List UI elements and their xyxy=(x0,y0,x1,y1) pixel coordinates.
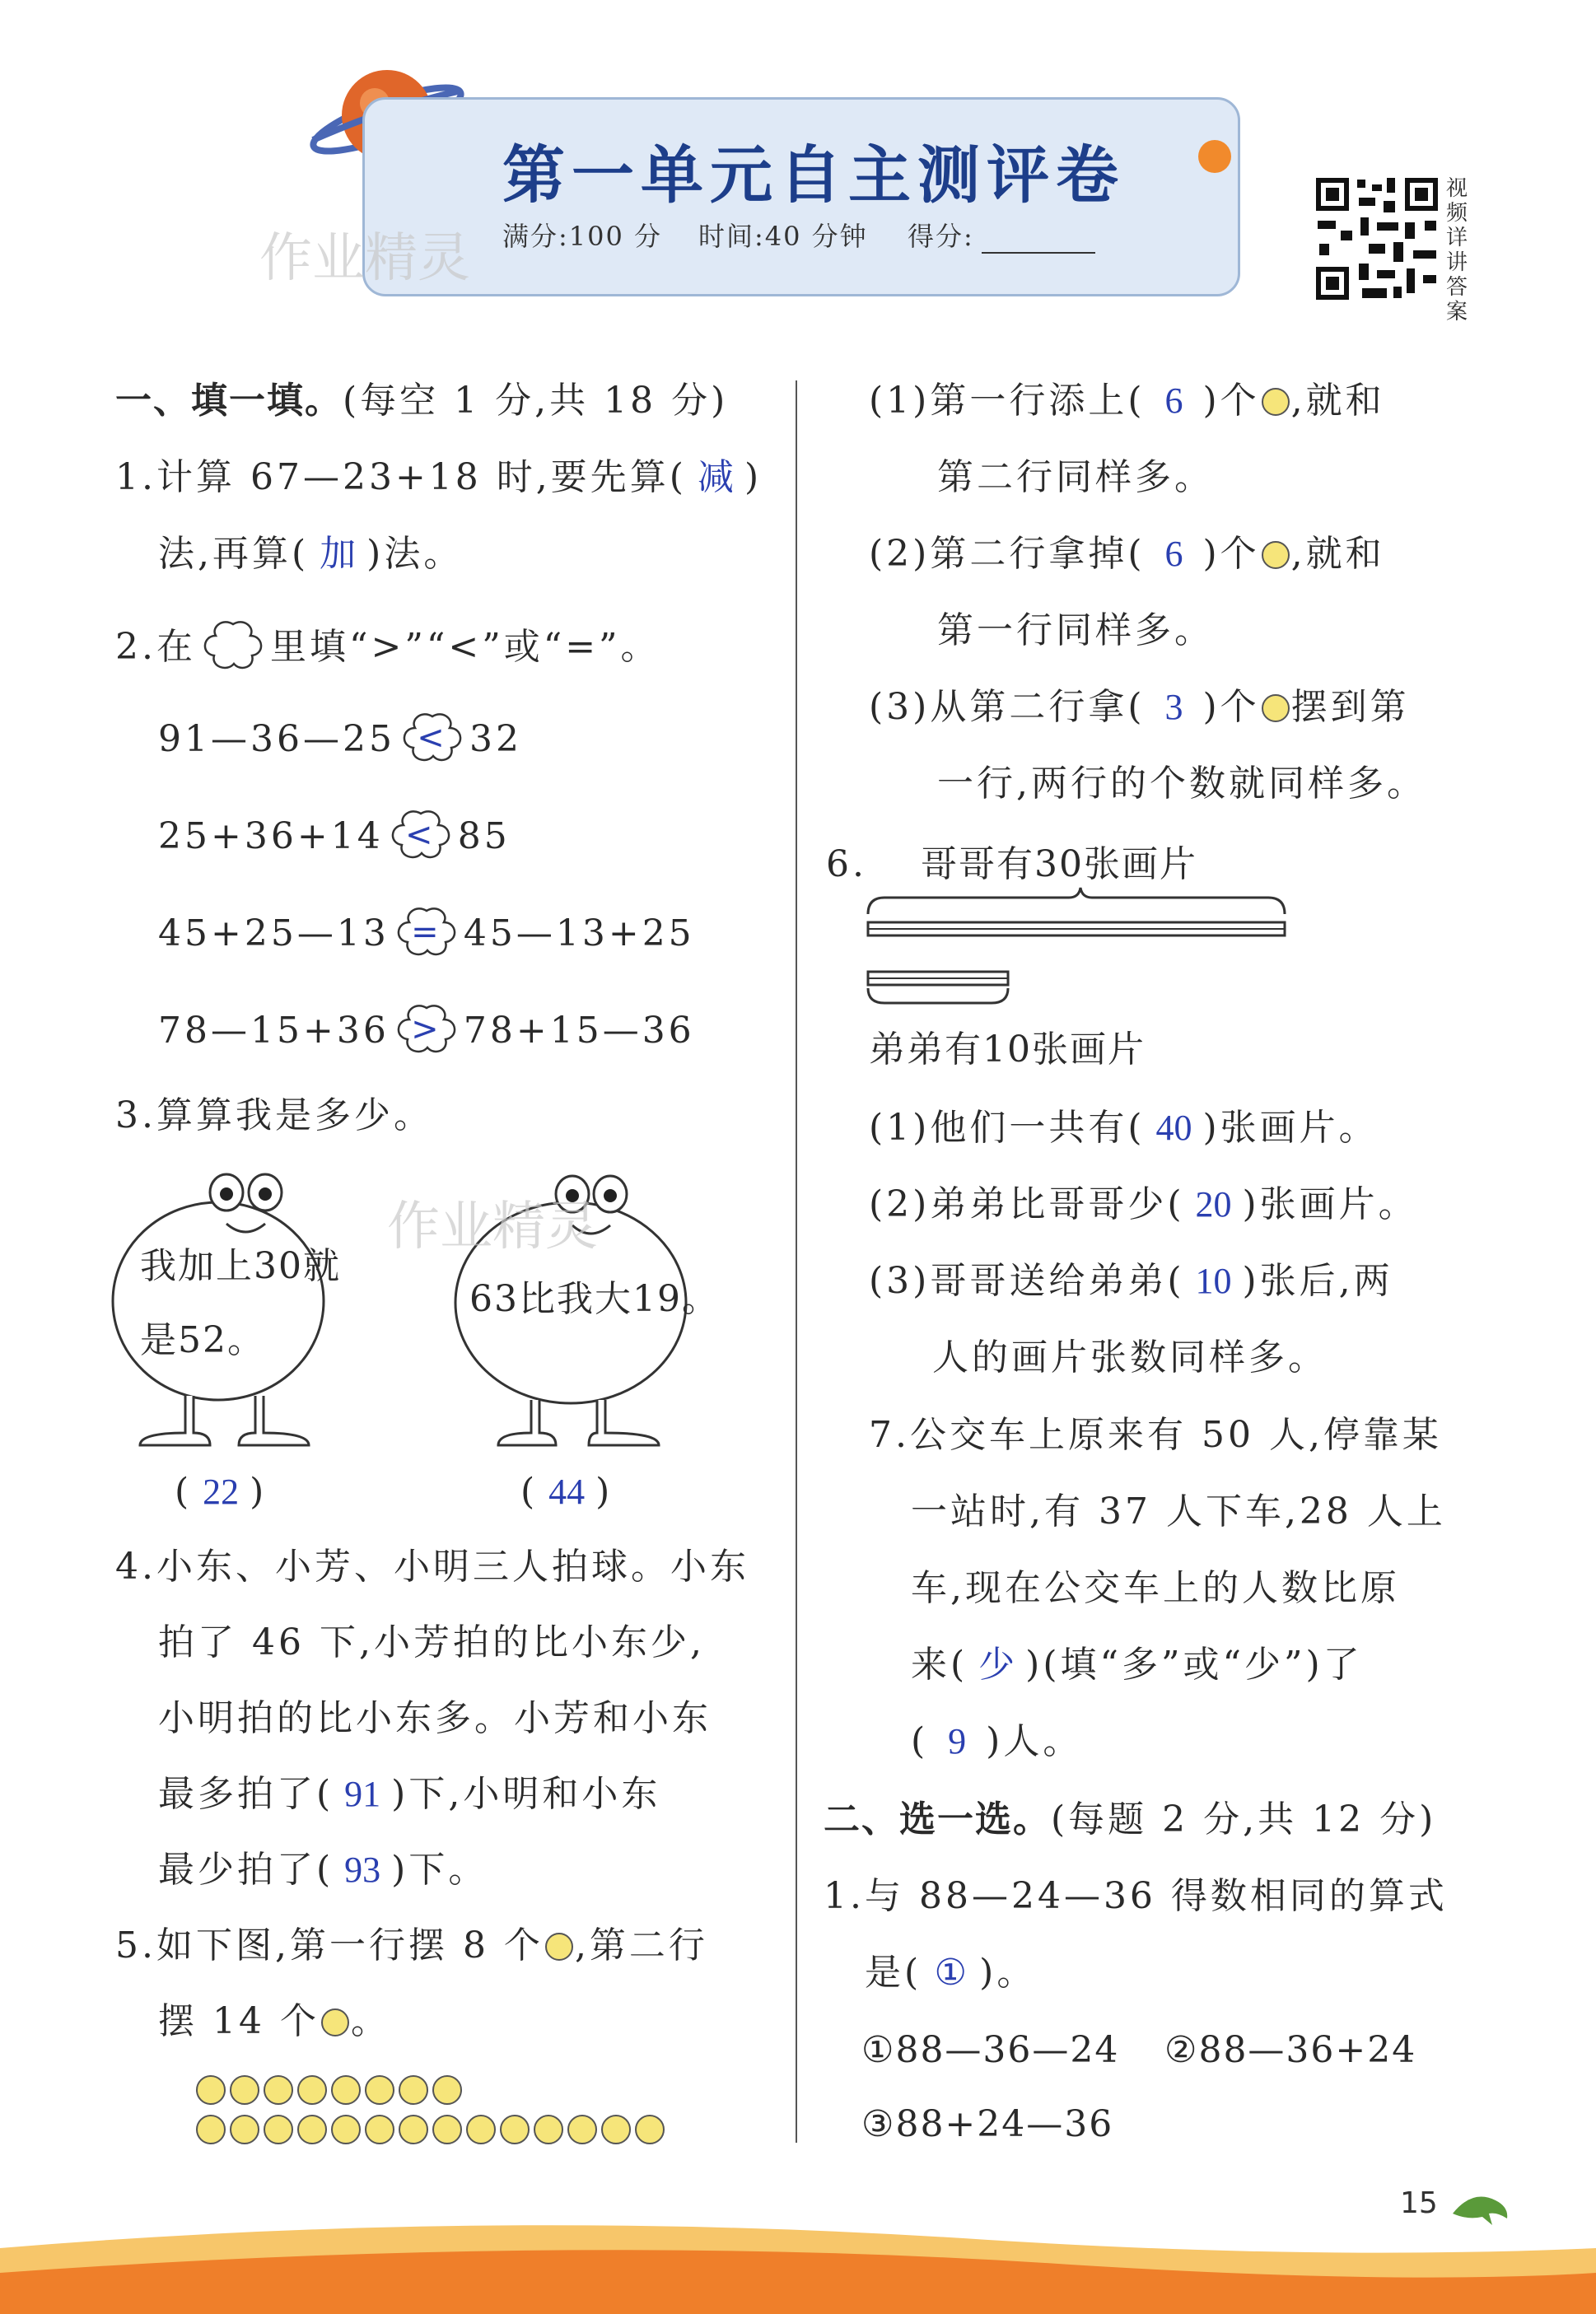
q5-line2 xyxy=(158,1997,390,2046)
q5-text-2: 摆 14 个 xyxy=(158,2000,320,2042)
compare-left: 45+25—13 xyxy=(158,912,390,954)
q5-sub1-text: (1)第一行添上( xyxy=(869,380,1146,422)
compare-answer-1-text: < xyxy=(417,719,448,757)
q5-sub1-line1 xyxy=(869,376,1385,426)
circle-icon xyxy=(1262,388,1290,416)
q4-text-2-post: )下。 xyxy=(391,1849,488,1891)
s2-q1-line2 xyxy=(865,1948,1036,1998)
q6-sub1-text: (1)他们一共有( xyxy=(869,1107,1146,1149)
circle-row-dot xyxy=(432,2115,462,2144)
q7-answer-1[interactable]: 少 xyxy=(978,1645,1015,1685)
q6-sub1 xyxy=(869,1103,1379,1153)
circle-row-dot xyxy=(196,2075,226,2105)
q1-text-2-post: )法。 xyxy=(366,533,464,575)
compare-right: 85 xyxy=(457,815,511,857)
circle-row-dot xyxy=(365,2075,394,2105)
q7-text-post: )(填“多”或“少”)了 xyxy=(1025,1644,1363,1686)
q5-sub1-answer[interactable]: 6 xyxy=(1164,380,1183,421)
s2-q1-option-3[interactable]: ③88+24—36 xyxy=(861,2103,1114,2145)
q1-line1 xyxy=(115,453,762,502)
q5-text-2-post: 。 xyxy=(350,2000,390,2042)
circle-row-dot xyxy=(500,2115,530,2144)
compare-row-4 xyxy=(158,1003,695,1056)
compare-left: 25+36+14 xyxy=(158,815,384,857)
q4-line4 xyxy=(158,1770,660,1819)
q5-text: 5.如下图,第一行摆 8 个 xyxy=(115,1924,544,1966)
section2-title: 二、选一选。 xyxy=(824,1798,1051,1840)
circle-row-dot xyxy=(635,2115,665,2144)
q3-title: 3.算算我是多少。 xyxy=(115,1094,433,1136)
section1-points: (每空 1 分,共 18 分) xyxy=(343,380,729,422)
q6-sub2-post: )张画片。 xyxy=(1242,1183,1418,1225)
compare-right: 78+15—36 xyxy=(463,1010,695,1052)
flower-blank-icon xyxy=(201,619,265,670)
q6-sub1-post: )张画片。 xyxy=(1202,1107,1379,1149)
s2-q1-answer[interactable]: ① xyxy=(934,1952,967,1993)
circle-row-dot xyxy=(567,2115,597,2144)
compare-right: 32 xyxy=(469,718,522,760)
dolphin-icon xyxy=(1448,2184,1514,2233)
q4-answer-2[interactable]: 93 xyxy=(344,1850,381,1890)
q4-answer-1[interactable]: 91 xyxy=(344,1774,381,1814)
q6-sub3 xyxy=(869,1257,1393,1306)
q4-text: 最多拍了( xyxy=(158,1773,334,1815)
section2-heading xyxy=(824,1795,1436,1845)
q6-younger-label: 弟弟有10张画片 xyxy=(869,1029,1146,1071)
circle-row-2 xyxy=(196,2115,669,2144)
footer-wave xyxy=(0,2215,1596,2314)
q5-sub2-answer[interactable]: 6 xyxy=(1164,534,1183,574)
s2-q1-line1: 1.与 88—24—36 得数相同的算式 xyxy=(824,1875,1448,1917)
q6-sub3-text: (3)哥哥送给弟弟( xyxy=(869,1260,1185,1302)
compare-answer-1[interactable] xyxy=(400,711,464,763)
q5-sub3-answer[interactable]: 3 xyxy=(1164,687,1183,727)
circle-row-1 xyxy=(196,2075,466,2105)
q5-sub2-post: )个 xyxy=(1202,533,1260,575)
q1-text: 1.计算 67—23+18 时,要先算( xyxy=(115,456,687,498)
compare-answer-4-text: > xyxy=(411,1010,442,1048)
q7-line4 xyxy=(911,1640,1363,1690)
compare-row-3 xyxy=(158,906,695,959)
q5-sub1-line2: 第二行同样多。 xyxy=(937,456,1214,498)
circle-icon xyxy=(545,1933,573,1961)
time-limit: 时间:40 分钟 xyxy=(698,221,868,252)
page-number: 15 xyxy=(1400,2186,1438,2220)
q7-line1: 7.公交车上原来有 50 人,停靠某 xyxy=(869,1414,1442,1456)
q2-instruction xyxy=(115,619,660,672)
q5-sub3-line1 xyxy=(869,683,1410,732)
circle-icon xyxy=(1262,694,1290,722)
q3-answer-2[interactable]: 44 xyxy=(548,1472,586,1512)
circle-row-dot xyxy=(297,2075,327,2105)
q6-sub2 xyxy=(869,1180,1418,1229)
watermark-top: 作业精灵 xyxy=(259,228,470,289)
q5-sub3-post: )个 xyxy=(1202,686,1260,728)
s2-q1-text-post: )。 xyxy=(979,1952,1037,1994)
section1-heading xyxy=(115,376,728,426)
q7-text-2-post: )人。 xyxy=(986,1720,1083,1762)
q6-sub3-answer[interactable]: 10 xyxy=(1195,1261,1232,1301)
q4-line2: 拍了 46 下,小芳拍的比小东少, xyxy=(158,1621,705,1663)
score-blank xyxy=(982,252,1095,254)
circle-row-dot xyxy=(331,2075,361,2105)
score-label: 得分: xyxy=(908,221,974,252)
q1-text-post: ) xyxy=(744,456,763,498)
compare-answer-4[interactable] xyxy=(394,1003,459,1054)
compare-left: 78—15+36 xyxy=(158,1010,390,1052)
full-score: 满分:100 分 xyxy=(502,221,663,252)
q4-line1: 4.小东、小芳、小明三人拍球。小东 xyxy=(115,1546,749,1588)
q5-sub2-line1 xyxy=(869,530,1385,579)
q2-text-post: 里填“>”“<”或“=”。 xyxy=(269,626,660,668)
compare-answer-2-text: < xyxy=(404,816,436,854)
q5-sub3-line2: 一行,两行的个数就同样多。 xyxy=(937,763,1426,805)
q6-sub1-answer[interactable]: 40 xyxy=(1155,1108,1192,1148)
q7-text-2: ( xyxy=(911,1720,929,1762)
q5-line1 xyxy=(115,1921,708,1971)
q7-line3: 车,现在公交车上的人数比原 xyxy=(911,1567,1400,1609)
circle-row-dot xyxy=(365,2115,394,2144)
q3-answer-1-row: ( 22 ) xyxy=(175,1467,267,1517)
q1-text-2: 法,再算( xyxy=(158,533,310,575)
q4-line3: 小明拍的比小东多。小芳和小东 xyxy=(158,1697,712,1739)
q5-sub2-line2: 第一行同样多。 xyxy=(937,609,1214,651)
q2-text-pre: 2.在 xyxy=(115,626,196,668)
s2-q1-option-2[interactable]: ②88—36+24 xyxy=(1164,2029,1417,2071)
circle-row-dot xyxy=(230,2075,259,2105)
circle-row-dot xyxy=(534,2115,563,2144)
circle-row-dot xyxy=(331,2115,361,2144)
circle-icon xyxy=(1262,541,1290,569)
compare-right: 45—13+25 xyxy=(463,912,695,954)
circle-row-dot xyxy=(466,2115,496,2144)
s2-q1-option-1[interactable]: ①88—36—24 xyxy=(861,2029,1120,2071)
circle-row-dot xyxy=(264,2075,293,2105)
bubble-1-line2: 是52。 xyxy=(140,1319,265,1361)
q7-answer-2[interactable]: 9 xyxy=(948,1721,967,1761)
q5-sub2-tail: ,就和 xyxy=(1290,533,1385,575)
q6-number: 6. xyxy=(826,843,867,885)
compare-answer-2[interactable] xyxy=(389,809,453,860)
header-tag-dot xyxy=(1198,140,1231,173)
compare-answer-3-text: = xyxy=(411,913,442,951)
egg-character-1 xyxy=(107,1161,387,1458)
q5-sub1-post: )个 xyxy=(1202,380,1260,422)
qr-code-icon[interactable] xyxy=(1311,173,1443,305)
column-divider xyxy=(796,380,797,2143)
circle-row-dot xyxy=(230,2115,259,2144)
circle-row-dot xyxy=(264,2115,293,2144)
q6-sub2-text: (2)弟弟比哥哥少( xyxy=(869,1183,1185,1225)
q6-sub3-post: )张后,两 xyxy=(1242,1260,1393,1302)
q6-sub3-line2: 人的画片张数同样多。 xyxy=(932,1337,1328,1379)
q4-text-post: )下,小明和小东 xyxy=(391,1773,661,1815)
q1-line2 xyxy=(158,530,463,579)
q4-line5 xyxy=(158,1845,488,1895)
section2-points: (每题 2 分,共 12 分) xyxy=(1051,1798,1437,1840)
q3-answer-1[interactable]: 22 xyxy=(203,1472,240,1512)
bubble-1-line1: 我加上30就 xyxy=(140,1245,341,1287)
page-title: 第一单元自主测评卷 xyxy=(502,138,1125,212)
q4-text-2: 最少拍了( xyxy=(158,1849,334,1891)
q6-sub2-answer[interactable]: 20 xyxy=(1195,1184,1232,1225)
compare-row-1 xyxy=(158,711,522,764)
bubble-2-text: 63比我大19。 xyxy=(469,1278,720,1320)
s2-q1-text: 是( xyxy=(865,1952,922,1994)
compare-row-2 xyxy=(158,809,511,861)
compare-answer-3[interactable] xyxy=(394,906,459,957)
section1-title: 一、填一填。 xyxy=(115,380,343,422)
q3-answer-2-row: ( 44 ) xyxy=(520,1467,613,1517)
circle-row-dot xyxy=(432,2075,462,2105)
circle-row-dot xyxy=(297,2115,327,2144)
q6-bar-diagram xyxy=(865,886,1293,1026)
q5-sub3-text: (3)从第二行拿( xyxy=(869,686,1146,728)
circle-icon xyxy=(321,2008,349,2036)
q5-sub1-tail: ,就和 xyxy=(1290,380,1385,422)
watermark-middle: 作业精灵 xyxy=(387,1197,598,1257)
circle-row-dot xyxy=(399,2115,428,2144)
q5-text-post: ,第二行 xyxy=(574,1924,708,1966)
compare-left: 91—36—25 xyxy=(158,718,395,760)
circle-row-dot xyxy=(196,2115,226,2144)
q1-answer-1[interactable]: 减 xyxy=(697,457,734,497)
q6-brother-label: 哥哥有30张画片 xyxy=(921,843,1197,885)
circle-row-dot xyxy=(399,2075,428,2105)
q7-text: 来( xyxy=(911,1644,968,1686)
q5-sub2-text: (2)第二行拿掉( xyxy=(869,533,1146,575)
q1-answer-2[interactable]: 加 xyxy=(320,534,357,574)
circle-row-dot xyxy=(601,2115,631,2144)
qr-label: 视频详讲答案 xyxy=(1446,176,1468,324)
q7-line2: 一站时,有 37 人下车,28 人上 xyxy=(911,1491,1446,1533)
q5-sub3-tail: 摆到第 xyxy=(1290,686,1410,728)
q7-line5 xyxy=(911,1717,1082,1766)
